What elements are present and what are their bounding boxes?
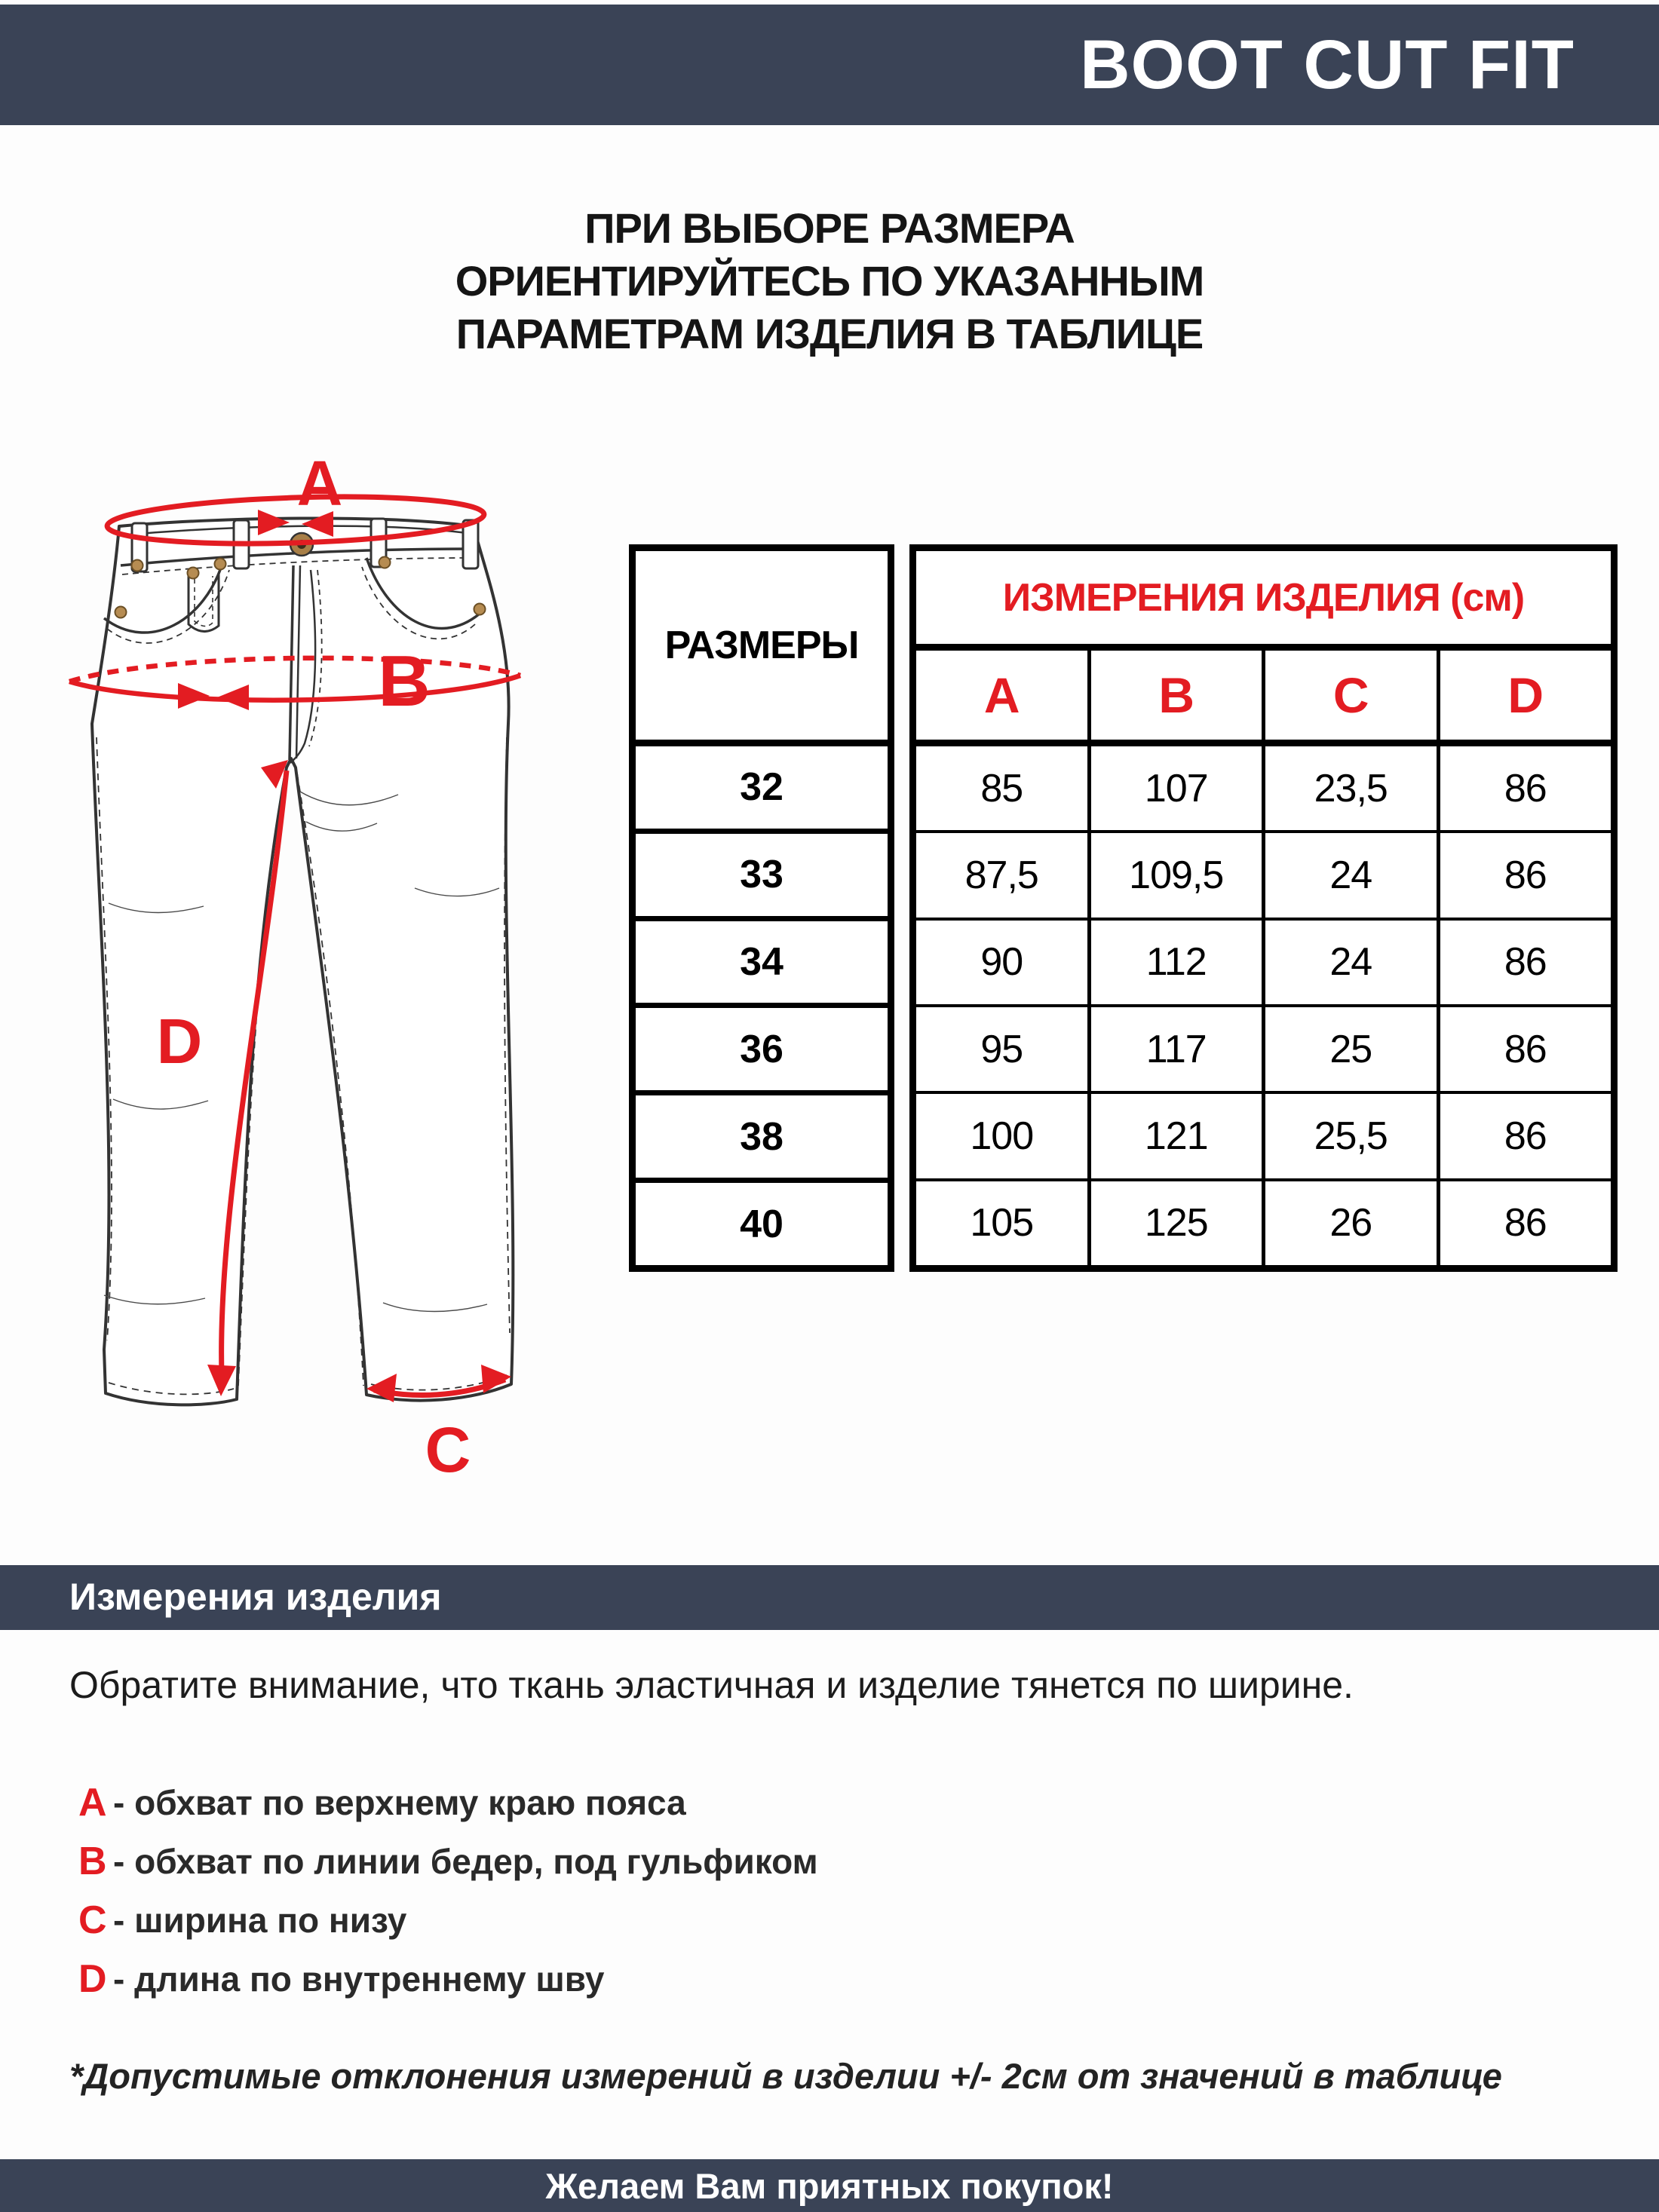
footer-message: Желаем Вам приятных покупок! (545, 2165, 1114, 2206)
legend-item-b (78, 1832, 818, 1891)
section-bar (0, 1565, 1659, 1630)
measure-cell-c: 24 (1262, 921, 1437, 1004)
measure-cell-d: 86 (1437, 921, 1611, 1004)
sizes-column (629, 544, 894, 1272)
measure-cell-b: 112 (1087, 921, 1262, 1004)
measure-cell-d: 86 (1437, 746, 1611, 830)
size-cell: 32 (740, 765, 784, 810)
measure-cell-a: 90 (980, 940, 1023, 985)
legend-letter: C (78, 1898, 107, 1942)
measure-row (916, 1178, 1611, 1265)
legend-letter: B (78, 1840, 107, 1883)
column-header-a: A (983, 667, 1020, 723)
measure-letter-row (916, 651, 1611, 746)
column-header-b: B (1087, 651, 1262, 740)
jeans-diagram (60, 451, 558, 1523)
jeans-outline (92, 518, 513, 1405)
footer-bar (0, 2159, 1659, 2212)
size-cell: 33 (636, 829, 888, 916)
measure-cell-d: 86 (1437, 1181, 1611, 1265)
measure-cell-c: 26 (1262, 1181, 1437, 1265)
diagram-label-c: C (425, 1414, 471, 1485)
measure-cell-b: 121 (1087, 1094, 1262, 1178)
column-header-c: C (1262, 651, 1437, 740)
measure-row (916, 918, 1611, 1004)
measurements-header: ИЗМЕРЕНИЯ ИЗДЕЛИЯ (см) (916, 551, 1611, 651)
measure-row (916, 830, 1611, 917)
measure-row (916, 1091, 1611, 1178)
diagram-label-a: A (296, 451, 343, 519)
measure-cell-b: 109,5 (1087, 833, 1262, 917)
fabric-note: Обратите внимание, что ткань эластичная и изделие тянется по ширине. (69, 1664, 1354, 1706)
legend-item-a (78, 1773, 818, 1832)
size-cell: 36 (636, 1003, 888, 1090)
legend-text: - обхват по линии бедер, под гульфиком (113, 1842, 818, 1881)
measure-cell-c: 25 (1262, 1007, 1437, 1091)
measure-cell-c: 23,5 (1262, 746, 1437, 830)
legend-text: - обхват по верхнему краю пояса (113, 1783, 686, 1822)
column-header-d: D (1437, 651, 1611, 740)
measure-row (916, 1004, 1611, 1091)
measure-cell-d: 86 (1437, 833, 1611, 917)
legend-list (78, 1773, 818, 2008)
sizes-header: РАЗМЕРЫ (636, 551, 888, 746)
measure-cell-b: 117 (1087, 1007, 1262, 1091)
size-rows (636, 746, 888, 1265)
measure-cell-c: 25,5 (1262, 1094, 1437, 1178)
diagram-label-d: D (156, 1006, 203, 1077)
legend-text: - длина по внутреннему шву (113, 1959, 605, 1999)
measure-cell-a: 100 (970, 1114, 1034, 1158)
size-cell: 40 (636, 1178, 888, 1265)
measure-cell-a: 87,5 (964, 853, 1038, 897)
measure-cell-d: 86 (1437, 1007, 1611, 1091)
measure-rows (916, 746, 1611, 1265)
legend-item-d (78, 1950, 818, 2008)
measure-row (916, 746, 1611, 830)
diagram-label-b: B (378, 641, 431, 722)
measure-cell-b: 107 (1087, 746, 1262, 830)
measure-cell-a: 95 (980, 1027, 1023, 1071)
measure-cell-a: 85 (980, 766, 1023, 810)
top-bar (0, 5, 1659, 125)
intro-heading (0, 202, 1659, 360)
intro-heading-line-1: ПРИ ВЫБОРЕ РАЗМЕРА (584, 204, 1075, 252)
measure-cell-c: 24 (1262, 833, 1437, 917)
page-title: BOOT CUT FIT (1080, 26, 1575, 103)
measure-cell-b: 125 (1087, 1181, 1262, 1265)
tolerance-footnote: *Допустимые отклонения измерений в изделии +/- 2см от значений в таблице (69, 2056, 1502, 2096)
size-table (629, 544, 1618, 1272)
legend-text: - ширина по низу (113, 1901, 407, 1940)
measure-cell-d: 86 (1437, 1094, 1611, 1178)
measure-cell-a: 105 (970, 1201, 1034, 1245)
measurements-column (909, 544, 1618, 1272)
intro-heading-line-3: ПАРАМЕТРАМ ИЗДЕЛИЯ В ТАБЛИЦЕ (455, 310, 1204, 357)
legend-item-c (78, 1891, 818, 1950)
section-title: Измерения изделия (69, 1576, 442, 1618)
intro-heading-line-2: ОРИЕНТИРУЙТЕСЬ ПО УКАЗАННЫМ (455, 257, 1204, 305)
size-cell: 34 (636, 916, 888, 1003)
legend-letter: D (78, 1957, 107, 2001)
size-cell: 38 (636, 1090, 888, 1178)
legend-letter: A (78, 1781, 107, 1824)
